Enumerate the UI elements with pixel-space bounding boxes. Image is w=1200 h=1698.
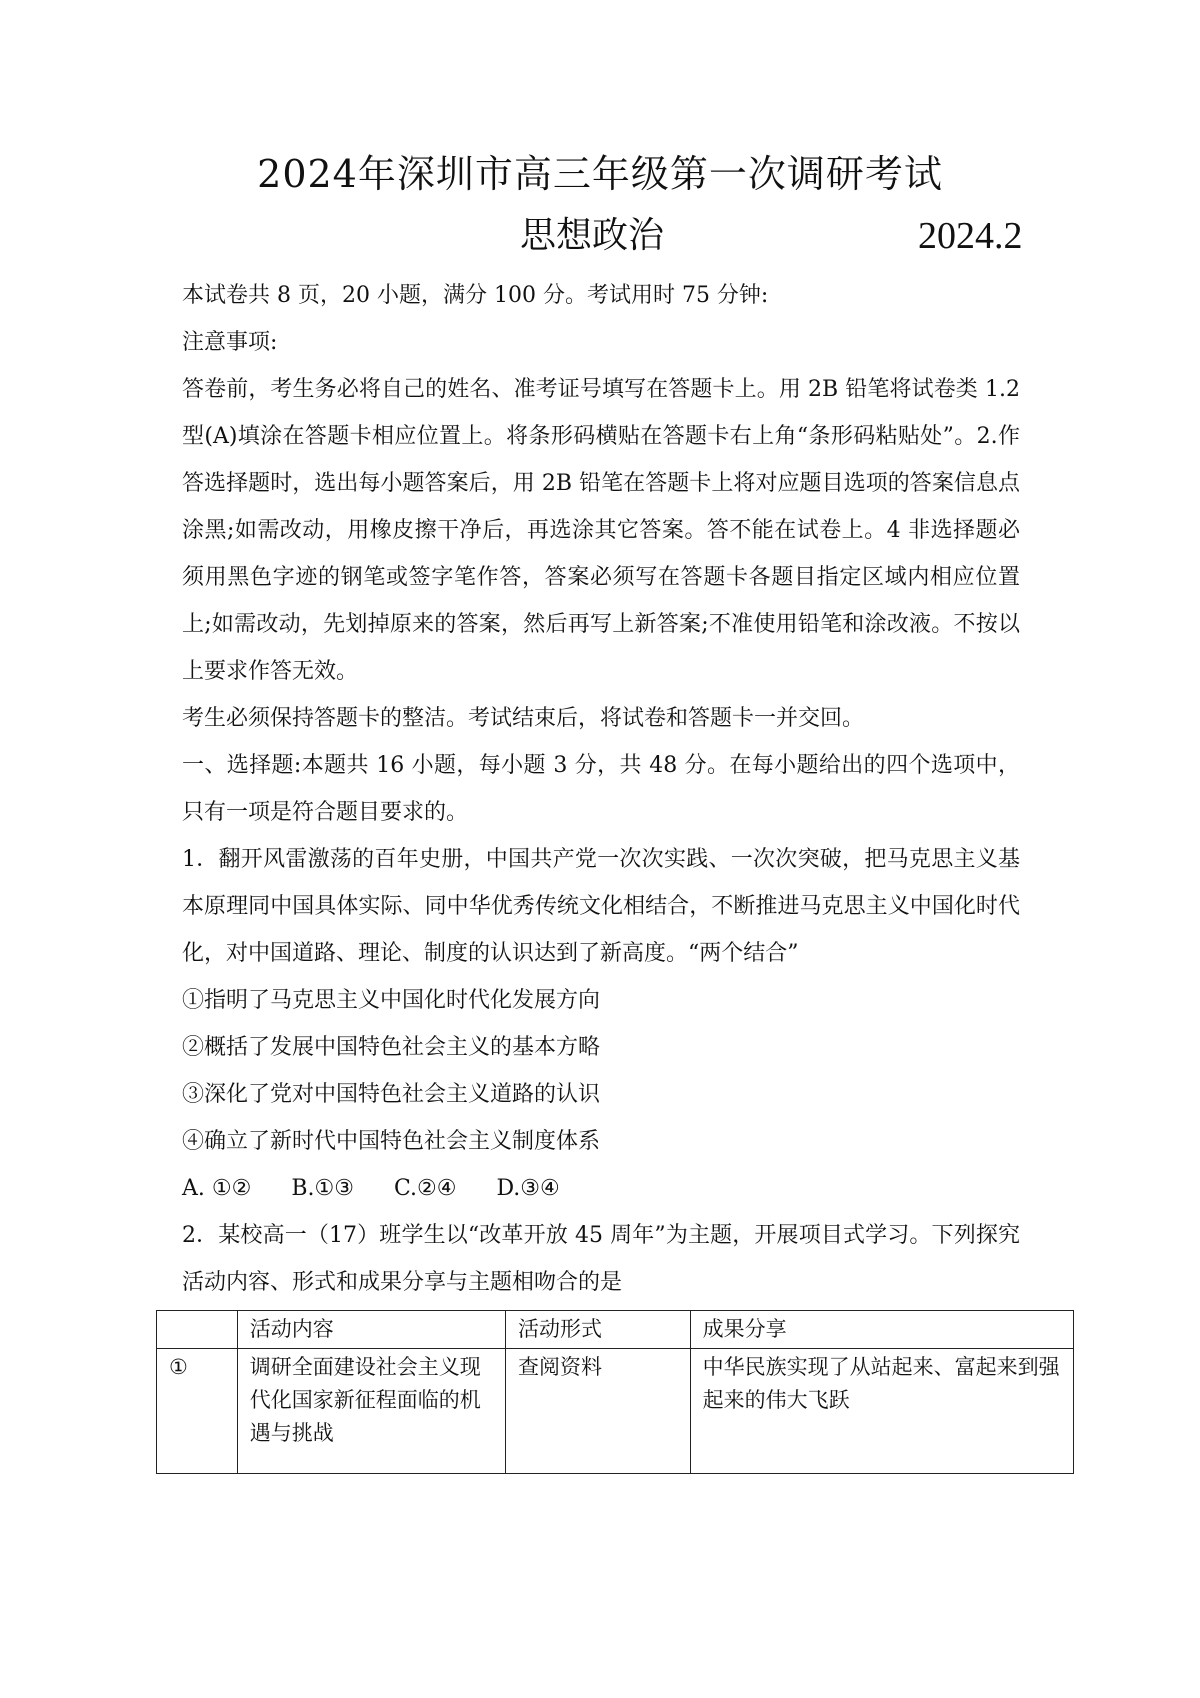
question-1-option-a: A. ①② (182, 1176, 252, 1201)
activity-table (156, 1310, 1074, 1474)
section-heading: 一、选择题:本题共 16 小题，每小题 3 分，共 48 分。在每小题给出的四个选项中，只有一项是符合题目要求的。 (182, 753, 1020, 825)
exam-date: 2024.2 (918, 215, 1023, 257)
table-header-cell (157, 1311, 238, 1349)
table-cell: 查阅资料 (506, 1349, 691, 1474)
table-cell: 中华民族实现了从站起来、富起来到强起来的伟大飞跃 (690, 1349, 1073, 1474)
notes-heading: 注意事项: (182, 330, 278, 355)
table-header-cell: 活动形式 (506, 1311, 691, 1349)
question-1-stem: 1．翻开风雷激荡的百年史册，中国共产党一次次实践、一次次突破，把马克思主义基本原理同中国具体实际、同中华优秀传统文化相结合，不断推进马克思主义中国化时代化，对中国道路、理论、制度的认识达到了新高度。“两个结合” (182, 847, 1020, 966)
exam-body (182, 272, 1020, 1306)
notes-body: 答卷前，考生务必将自己的姓名、准考证号填写在答题卡上。用 2B 铅笔将试卷类 1.2 型(A)填涂在答题卡相应位置上。将条形码横贴在答题卡右上角“条形码粘贴处”。2.作答选择题时，选出每小题答案后，用 2B 铅笔在答题卡上将对应题目选项的答案信息点涂黑;如需改动，用橡皮擦干净后，再选涂其它答案。答不能在试卷上。4 非选择题必须用黑色字迹的钢笔或签字笔作答，答案必须写在答题卡各题目指定区域内相应位置上;如需改动，先划掉原来的答案，然后再写上新答案;不准使用铅笔和涂改液。不按以上要求作答无效。 (182, 377, 1020, 684)
table-row (157, 1349, 1074, 1474)
table-header-cell: 成果分享 (690, 1311, 1073, 1349)
question-1-option-d: D.③④ (496, 1176, 560, 1201)
exam-title: 2024年深圳市高三年级第一次调研考试 (257, 152, 943, 196)
table-cell: 调研全面建设社会主义现代化国家新征程面临的机遇与挑战 (237, 1349, 505, 1474)
table-header-cell: 活动内容 (237, 1311, 505, 1349)
table-cell: ① (157, 1349, 238, 1474)
question-1-item-1: ①指明了马克思主义中国化时代化发展方向 (182, 988, 601, 1013)
question-1-item-3: ③深化了党对中国特色社会主义道路的认识 (182, 1082, 601, 1107)
question-1-options (182, 1165, 1020, 1212)
notes-tail: 考生必须保持答题卡的整洁。考试结束后，将试卷和答题卡一并交回。 (182, 706, 865, 731)
question-1-option-c: C.②④ (393, 1176, 457, 1201)
question-1-option-b: B.①③ (291, 1176, 354, 1201)
question-1-item-2: ②概括了发展中国特色社会主义的基本方略 (182, 1035, 601, 1060)
exam-subject: 思想政治 (520, 215, 665, 256)
question-1-item-4: ④确立了新时代中国特色社会主义制度体系 (182, 1129, 601, 1154)
table-header-row (157, 1311, 1074, 1349)
exam-info: 本试卷共 8 页，20 小题，满分 100 分。考试用时 75 分钟: (182, 283, 769, 308)
question-2-stem: 2．某校高一（17）班学生以“改革开放 45 周年”为主题，开展项目式学习。下列探究活动内容、形式和成果分享与主题相吻合的是 (182, 1223, 1020, 1295)
